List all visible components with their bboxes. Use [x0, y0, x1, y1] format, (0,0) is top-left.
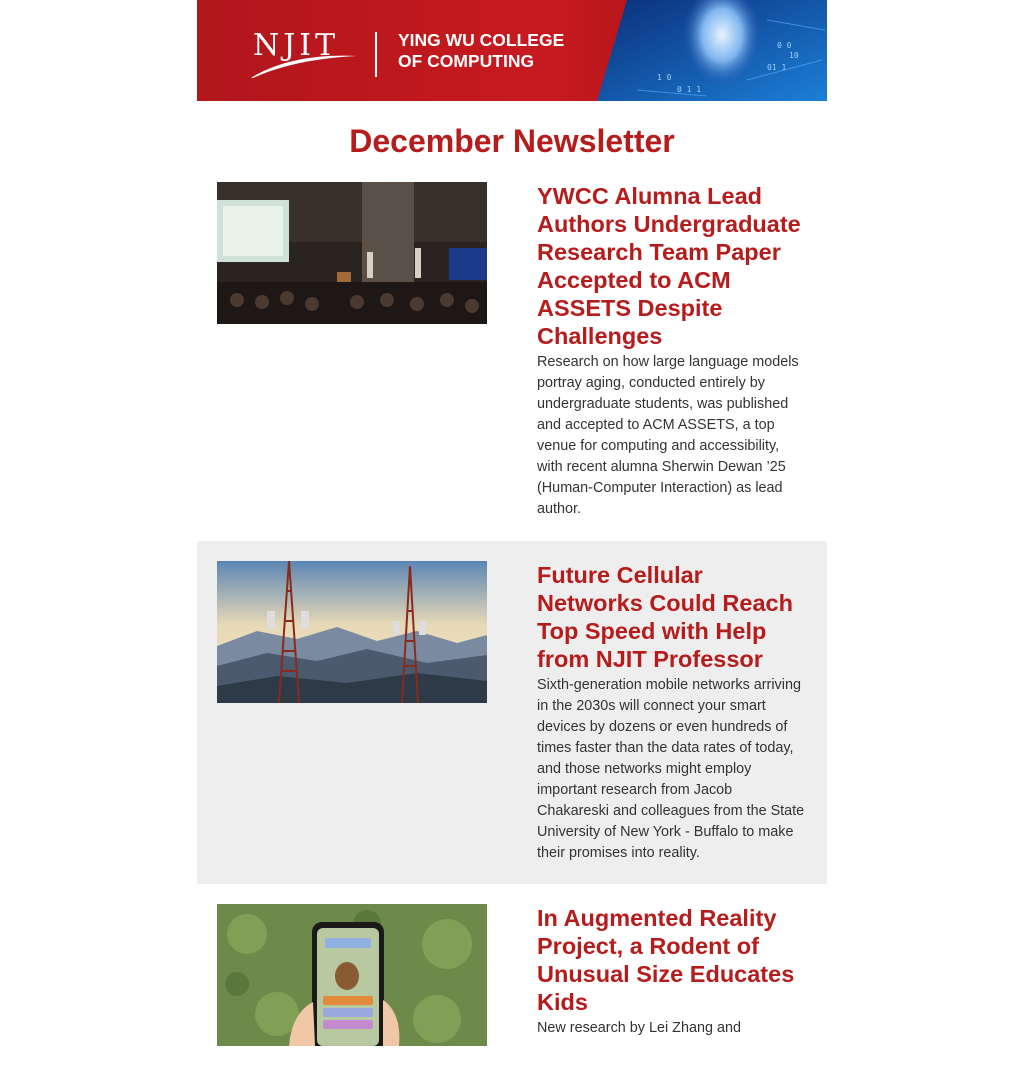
newsletter-title: December Newsletter — [349, 123, 675, 159]
college-name-line2: OF COMPUTING — [398, 51, 535, 71]
college-name — [398, 30, 564, 72]
header-banner[interactable] — [197, 0, 827, 101]
banner-divider — [375, 32, 377, 77]
svg-text:0 1 1: 0 1 1 — [677, 85, 702, 94]
svg-text:1 0: 1 0 — [657, 73, 672, 82]
article-headline-link[interactable]: In Augmented Reality Project, a Rodent of Unusual Size Educates Kids — [537, 905, 795, 1015]
article-card — [197, 179, 827, 541]
article-text — [537, 182, 807, 520]
newsletter-container — [197, 0, 827, 1066]
conference-photo[interactable] — [217, 182, 487, 324]
article-card — [197, 541, 827, 884]
article-text — [537, 561, 807, 864]
logo-swoosh-icon — [249, 50, 359, 80]
cell-towers-photo[interactable] — [217, 561, 487, 703]
article-text — [537, 904, 807, 1046]
svg-text:01 1: 01 1 — [767, 63, 787, 72]
njit-logo: NJIT — [253, 28, 340, 63]
college-name-line1: YING WU COLLEGE — [398, 30, 565, 50]
article-summary: New research by Lei Zhang and — [537, 1020, 741, 1036]
ar-phone-photo[interactable] — [217, 904, 487, 1046]
svg-text:0 0: 0 0 — [777, 41, 792, 50]
article-headline-link[interactable]: YWCC Alumna Lead Authors Undergraduate Research Team Paper Accepted to ACM ASSETS Despite Challenges — [537, 183, 801, 349]
article-card — [197, 884, 827, 1066]
article-headline-link[interactable]: Future Cellular Networks Could Reach Top Speed with Help from NJIT Professor — [537, 562, 793, 672]
svg-text:10: 10 — [789, 51, 799, 60]
ai-face-graphic — [597, 0, 827, 101]
article-summary: Sixth-generation mobile networks arriving in the 2030s will connect your smart devices by dozens or even hundreds of times faster than the data rates of today, and those networks might employ important research from Jacob Chakareski and colleagues from the State University of New York - Buffalo to make their promises into reality. — [537, 677, 805, 861]
article-summary: Research on how large language models portray aging, conducted entirely by undergraduate students, was published and accepted to ACM ASSETS, a top venue for computing and accessibility, with recent alumna Sherwin Dewan ’25 (Human-Computer Interaction) as lead author. — [537, 354, 799, 517]
